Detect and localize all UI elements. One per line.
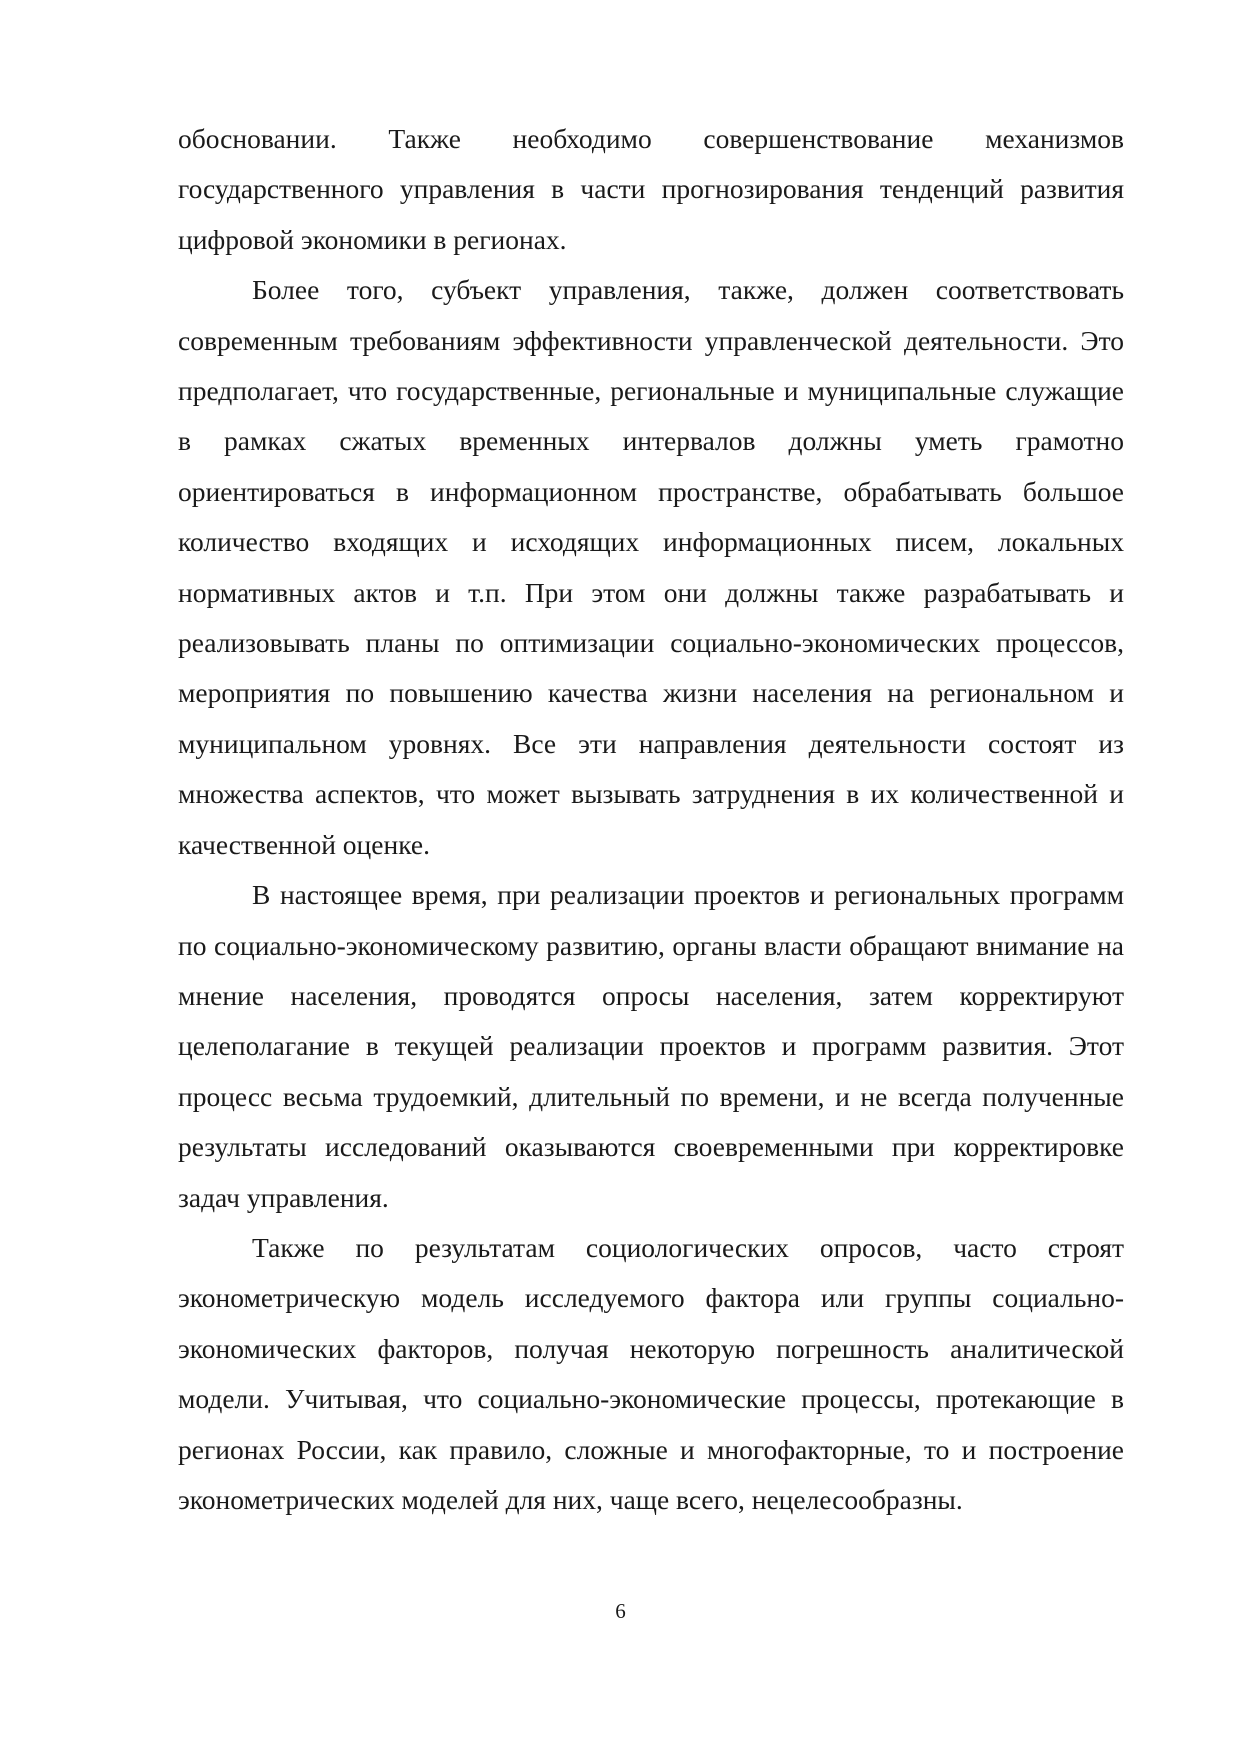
paragraph: Также по результатам социологических опросов, часто строят эконометрическую модель исследуемого фактора или группы социально-экономических факторов, получая некоторую погрешность аналитической модели. Учитывая, что социально-экономические процессы, протекающие в регионах России, как правило, сложные и многофакторные, то и построение эконометрических моделей для них, чаще всего, нецелесообразны. [178,1231,1124,1515]
document-body [178,114,1124,1525]
paragraph: Более того, субъект управления, также, должен соответствовать современным требованиям эффективности управленческой деятельности. Это предполагает, что государственные, региональные и муниципальные служащие в рамках сжатых временных интервалов должны уметь грамотно ориентироваться в информационном пространстве, обрабатывать большое количество входящих и исходящих информационных писем, локальных нормативных актов и т.п. При этом они должны также разрабатывать и реализовывать планы по оптимизации социально-экономических процессов, мероприятия по повышению качества жизни населения на региональном и муниципальном уровнях. Все эти направления деятельности состоят из множества аспектов, что может вызывать затруднения в их количественной и качественной оценке. [178,274,1124,860]
paragraph: В настоящее время, при реализации проектов и региональных программ по социально-экономическому развитию, органы власти обращают внимание на мнение населения, проводятся опросы населения, затем корректируют целеполагание в текущей реализации проектов и программ развития. Этот процесс весьма трудоемкий, длительный по времени, и не всегда полученные результаты исследований оказываются своевременными при корректировке задач управления. [178,879,1124,1213]
page-number: 6 [615,1599,626,1623]
paragraph-continuation: обосновании. Также необходимо совершенствование механизмов государственного управления в части прогнозирования тенденций развития цифровой экономики в регионах. [178,123,1124,255]
